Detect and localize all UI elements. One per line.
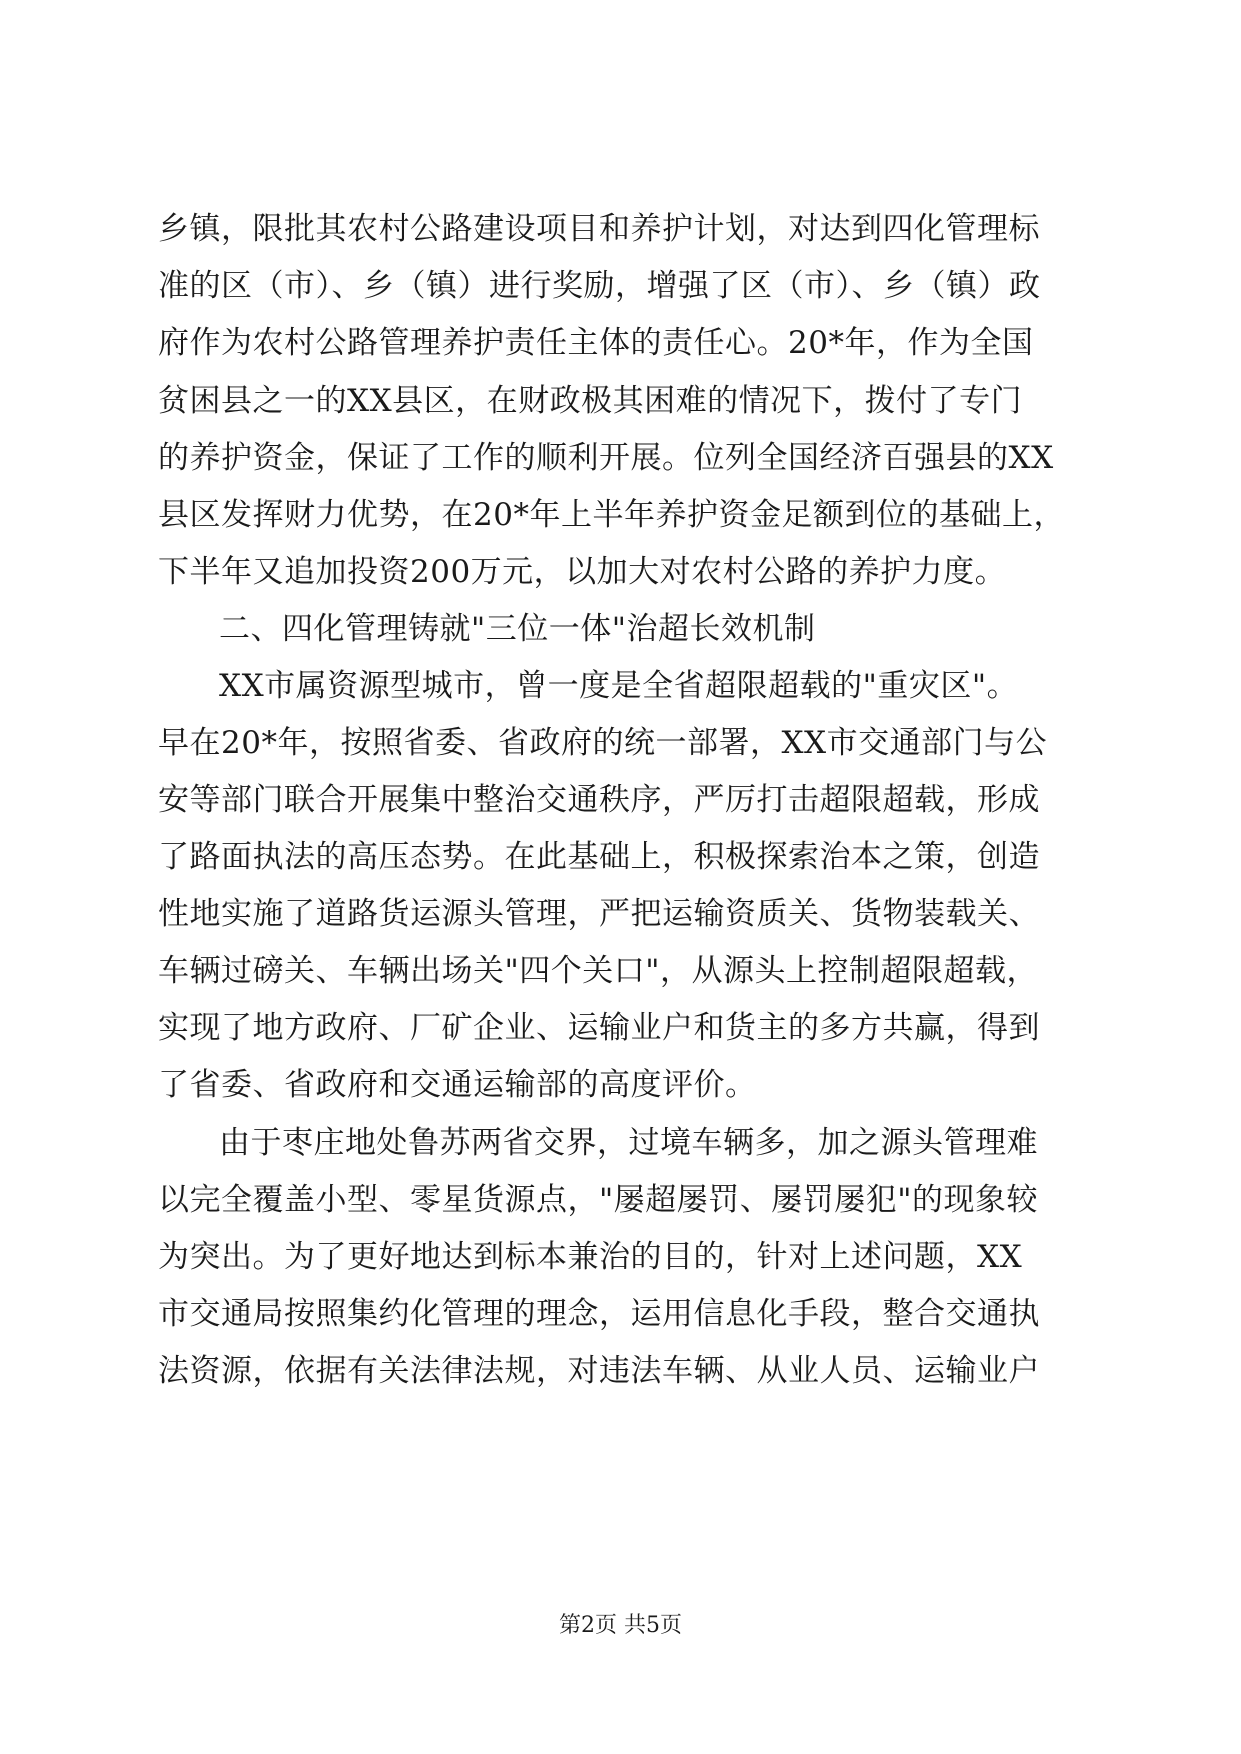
text-line: 车辆过磅关、车辆出场关"四个关口"，从源头上控制超限超载，: [158, 953, 1039, 989]
text-line: 下半年又追加投资200万元，以加大对农村公路的养护力度。: [158, 554, 1007, 590]
text-line: 安等部门联合开展集中整治交通秩序，严厉打击超限超载，形成: [158, 782, 1040, 818]
text-line: 实现了地方政府、厂矿企业、运输业户和货主的多方共赢，得到: [158, 1010, 1040, 1046]
text-line: 的养护资金，保证了工作的顺利开展。位列全国经济百强县的XX: [158, 440, 1054, 476]
page-footer: 第2页 共5页: [559, 1613, 682, 1638]
text-line: 法资源，依据有关法律法规，对违法车辆、从业人员、运输业户: [158, 1353, 1040, 1389]
text-line: 为突出。为了更好地达到标本兼治的目的，针对上述问题，XX: [158, 1239, 1023, 1275]
text-line: 乡镇，限批其农村公路建设项目和养护计划，对达到四化管理标: [158, 211, 1040, 247]
text-line: 准的区（市）、乡（镇）进行奖励，增强了区（市）、乡（镇）政: [158, 268, 1041, 304]
text-line: 县区发挥财力优势，在20*年上半年养护资金足额到位的基础上，: [158, 497, 1065, 533]
text-line: XX市属资源型城市，曾一度是全省超限超载的"重灾区"。: [219, 668, 1019, 704]
text-line: 了路面执法的高压态势。在此基础上，积极探索治本之策，创造: [158, 839, 1040, 875]
text-line: 以完全覆盖小型、零星货源点，"屡超屡罚、屡罚屡犯"的现象较: [158, 1182, 1039, 1218]
text-line: 市交通局按照集约化管理的理念，运用信息化手段，整合交通执: [158, 1296, 1040, 1332]
text-line: 性地实施了道路货运源头管理，严把运输资质关、货物装载关、: [158, 896, 1040, 932]
text-line: 了省委、省政府和交通运输部的高度评价。: [158, 1067, 757, 1103]
text-line: 贫困县之一的XX县区，在财政极其困难的情况下，拨付了专门: [158, 383, 1023, 419]
text-line: 府作为农村公路管理养护责任主体的责任心。20*年，作为全国: [158, 325, 1034, 361]
text-line: 由于枣庄地处鲁苏两省交界，过境车辆多，加之源头管理难: [219, 1125, 1038, 1161]
section-heading: 二、四化管理铸就"三位一体"治超长效机制: [219, 611, 816, 647]
text-line: 早在20*年，按照省委、省政府的统一部署，XX市交通部门与公: [158, 725, 1048, 761]
